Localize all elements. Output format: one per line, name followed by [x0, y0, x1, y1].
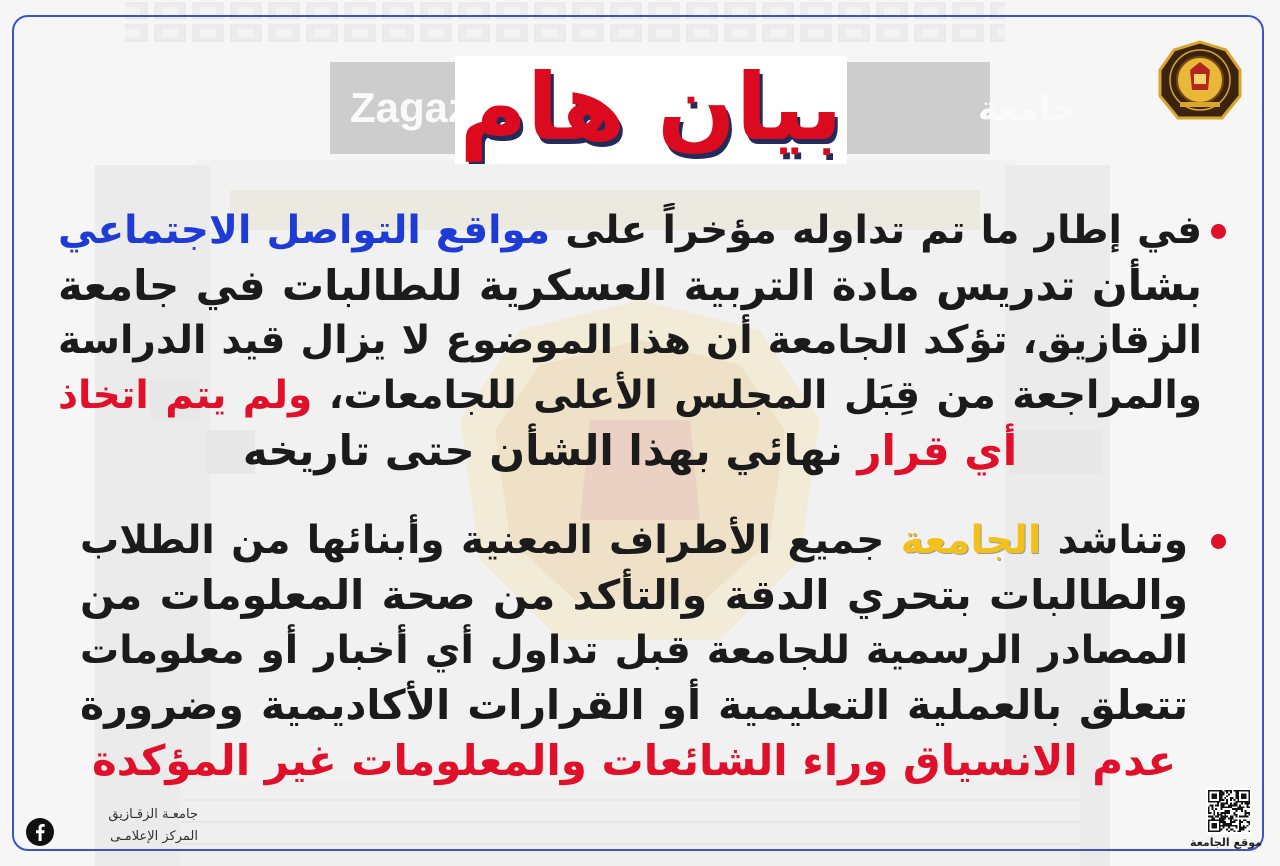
- qr-module: [1221, 805, 1223, 807]
- qr-module: [1221, 828, 1223, 830]
- qr-module: [1221, 825, 1223, 827]
- qr-module: [1210, 816, 1212, 818]
- paragraph-1-line-5: [58, 423, 1202, 478]
- highlight-any-decision: أي قرار: [857, 426, 1018, 475]
- qr-module: [1223, 825, 1225, 827]
- text-segment: الزقازيق، تؤكد الجامعة أن هذا الموضوع لا يزال قيد الدراسة: [58, 318, 1202, 363]
- qr-module: [1235, 827, 1237, 829]
- qr-module: [1245, 827, 1247, 829]
- paragraph-1-line-2: [58, 258, 1202, 313]
- qr-module: [1235, 814, 1237, 816]
- qr-module: [1234, 819, 1236, 821]
- qr-module: [1224, 825, 1226, 827]
- qr-module: [1235, 803, 1237, 805]
- qr-module: [1245, 803, 1247, 805]
- qr-module: [1248, 812, 1250, 814]
- qr-module: [1235, 825, 1237, 827]
- qr-module: [1223, 812, 1225, 814]
- qr-module: [1226, 790, 1228, 792]
- qr-module: [1223, 827, 1225, 829]
- highlight-university: الجامعة: [900, 518, 1042, 563]
- qr-module: [1217, 816, 1219, 818]
- qr-module: [1246, 825, 1248, 827]
- qr-module: [1239, 827, 1241, 829]
- qr-module: [1232, 825, 1234, 827]
- qr-module: [1234, 830, 1236, 832]
- qr-module: [1241, 827, 1243, 829]
- qr-module: [1208, 812, 1210, 814]
- text-segment: في إطار ما تم تداوله مؤخراً على: [565, 208, 1202, 253]
- qr-module: [1223, 816, 1225, 818]
- qr-module: [1230, 821, 1232, 823]
- qr-module: [1234, 814, 1236, 816]
- qr-module: [1215, 808, 1217, 810]
- qr-module: [1241, 810, 1243, 812]
- qr-module: [1235, 794, 1237, 796]
- qr-module: [1234, 805, 1236, 807]
- qr-module: [1212, 816, 1214, 818]
- qr-module: [1246, 805, 1248, 807]
- paragraph-1: [58, 203, 1202, 478]
- qr-module: [1221, 797, 1223, 799]
- qr-module: [1212, 823, 1218, 829]
- qr-module: [1248, 814, 1250, 816]
- qr-module: [1243, 819, 1245, 821]
- qr-module: [1235, 792, 1237, 794]
- qr-module: [1217, 803, 1219, 805]
- qr-module: [1226, 801, 1228, 803]
- qr-module: [1230, 816, 1232, 818]
- qr-module: [1223, 821, 1225, 823]
- qr-module: [1239, 828, 1241, 830]
- paragraph-2-line-2: [80, 568, 1188, 623]
- qr-module: [1217, 814, 1219, 816]
- qr-module: [1221, 819, 1223, 821]
- qr-module: [1235, 808, 1237, 810]
- qr-module: [1223, 817, 1225, 819]
- qr-module: [1230, 803, 1232, 805]
- qr-module: [1232, 805, 1234, 807]
- qr-module: [1239, 823, 1241, 825]
- qr-module: [1241, 806, 1243, 808]
- qr-module: [1243, 806, 1245, 808]
- qr-module: [1241, 821, 1243, 823]
- paragraph-2-line-3: [80, 623, 1188, 678]
- qr-module: [1221, 799, 1223, 801]
- qr-module: [1208, 806, 1210, 808]
- qr-module: [1234, 803, 1236, 805]
- qr-module: [1245, 814, 1247, 816]
- qr-module: [1234, 808, 1236, 810]
- qr-module: [1228, 805, 1230, 807]
- bullet-2: [1211, 534, 1226, 549]
- qr-module: [1230, 828, 1232, 830]
- qr-module: [1221, 812, 1223, 814]
- qr-module: [1212, 794, 1218, 800]
- qr-module: [1208, 816, 1210, 818]
- qr-module: [1239, 825, 1241, 827]
- qr-module: [1230, 790, 1232, 792]
- website-label: موقع الجامعة: [1190, 836, 1262, 849]
- qr-module: [1213, 812, 1215, 814]
- qr-module: [1241, 808, 1243, 810]
- qr-module: [1221, 790, 1223, 792]
- footer-department: المركز الإعلامـى: [110, 829, 198, 844]
- text-segment: جميع الأطراف المعنية وأبنائها من الطلاب: [80, 518, 885, 563]
- university-emblem-icon: [1156, 40, 1244, 122]
- text-segment: والمراجعة من قِبَل المجلس الأعلى للجامعات،: [328, 373, 1202, 418]
- paragraph-2-line-5: [80, 733, 1188, 788]
- qr-module: [1221, 808, 1223, 810]
- paragraph-2: [80, 513, 1188, 788]
- qr-module: [1230, 823, 1232, 825]
- qr-module: [1235, 790, 1237, 792]
- qr-module: [1221, 821, 1223, 823]
- qr-module: [1224, 816, 1226, 818]
- facebook-icon[interactable]: [26, 818, 54, 846]
- qr-module: [1232, 816, 1234, 818]
- qr-module: [1224, 823, 1226, 825]
- qr-module: [1232, 797, 1234, 799]
- text-segment: بشأن تدريس مادة التربية العسكرية للطالبات في جامعة: [58, 261, 1202, 310]
- qr-module: [1234, 821, 1236, 823]
- qr-module: [1239, 819, 1241, 821]
- qr-module: [1235, 795, 1237, 797]
- qr-module: [1212, 806, 1214, 808]
- highlight-no-decision: ولم يتم اتخاذ: [58, 373, 313, 418]
- qr-module: [1246, 821, 1248, 823]
- paragraph-2-line-4: [80, 678, 1188, 733]
- qr-module: [1224, 806, 1226, 808]
- qr-module: [1235, 816, 1237, 818]
- qr-module: [1224, 817, 1226, 819]
- qr-module: [1228, 830, 1230, 832]
- qr-module: [1212, 805, 1214, 807]
- qr-module: [1221, 792, 1223, 794]
- qr-module: [1246, 816, 1248, 818]
- qr-module: [1212, 808, 1214, 810]
- qr-module: [1232, 808, 1234, 810]
- highlight-rumors-warning: عدم الانسياق وراء الشائعات والمعلومات غير المؤكدة: [91, 736, 1177, 785]
- qr-module: [1226, 792, 1228, 794]
- qr-module: [1234, 790, 1236, 792]
- qr-module: [1221, 816, 1223, 818]
- qr-module: [1245, 819, 1247, 821]
- qr-module: [1226, 816, 1228, 818]
- qr-module: [1223, 823, 1225, 825]
- qr-module: [1213, 817, 1215, 819]
- qr-module: [1234, 825, 1236, 827]
- qr-module: [1248, 803, 1250, 805]
- qr-module: [1223, 799, 1225, 801]
- footer-org-name: جامعـة الزقـازيق: [108, 807, 198, 822]
- qr-module: [1221, 794, 1223, 796]
- qr-module: [1224, 790, 1226, 792]
- highlight-social-media: مواقع التواصل الاجتماعي: [58, 208, 551, 253]
- qr-module: [1224, 821, 1226, 823]
- qr-module: [1245, 810, 1247, 812]
- qr-code-icon[interactable]: [1206, 788, 1252, 834]
- qr-module: [1237, 808, 1239, 810]
- qr-module: [1221, 817, 1223, 819]
- qr-module: [1223, 803, 1225, 805]
- qr-module: [1208, 808, 1210, 810]
- qr-module: [1239, 806, 1241, 808]
- qr-module: [1210, 812, 1212, 814]
- qr-module: [1246, 812, 1248, 814]
- qr-module: [1226, 810, 1228, 812]
- qr-module: [1230, 806, 1232, 808]
- qr-module: [1210, 805, 1212, 807]
- qr-module: [1241, 816, 1243, 818]
- qr-module: [1241, 803, 1243, 805]
- qr-module: [1228, 790, 1230, 792]
- text-segment: تتعلق بالعملية التعليمية أو القرارات الأكاديمية وضرورة: [80, 681, 1188, 729]
- qr-module: [1246, 803, 1248, 805]
- qr-module: [1230, 797, 1232, 799]
- qr-module: [1243, 827, 1245, 829]
- qr-module: [1221, 803, 1223, 805]
- qr-module: [1212, 817, 1214, 819]
- qr-module: [1234, 799, 1236, 801]
- qr-module: [1226, 828, 1228, 830]
- qr-module: [1235, 801, 1237, 803]
- qr-module: [1226, 799, 1228, 801]
- text-segment: والطالبات بتحري الدقة والتأكد من صحة المعلومات من: [80, 571, 1188, 619]
- qr-module: [1234, 812, 1236, 814]
- qr-module: [1219, 814, 1221, 816]
- text-segment: وتناشد: [1057, 518, 1188, 563]
- qr-module: [1232, 821, 1234, 823]
- qr-module: [1239, 821, 1241, 823]
- qr-module: [1228, 812, 1230, 814]
- footer-credits: [66, 804, 198, 848]
- qr-module: [1241, 828, 1243, 830]
- qr-module: [1208, 810, 1210, 812]
- paragraph-1-line-3: [58, 313, 1202, 368]
- qr-module: [1213, 814, 1215, 816]
- paragraph-1-line-1: [58, 203, 1202, 258]
- qr-module: [1235, 810, 1237, 812]
- qr-module: [1226, 806, 1228, 808]
- qr-module: [1228, 806, 1230, 808]
- qr-module: [1224, 810, 1226, 812]
- qr-module: [1248, 806, 1250, 808]
- qr-module: [1248, 823, 1250, 825]
- qr-module: [1241, 794, 1247, 800]
- paragraph-2-line-1: [80, 513, 1188, 568]
- qr-module: [1237, 830, 1239, 832]
- qr-module: [1213, 810, 1215, 812]
- qr-module: [1217, 805, 1219, 807]
- qr-module: [1217, 812, 1219, 814]
- qr-module: [1239, 808, 1241, 810]
- qr-module: [1230, 817, 1232, 819]
- qr-module: [1221, 806, 1223, 808]
- qr-module: [1224, 814, 1226, 816]
- qr-module: [1239, 830, 1241, 832]
- qr-module: [1237, 806, 1239, 808]
- qr-module: [1224, 797, 1226, 799]
- qr-module: [1219, 817, 1221, 819]
- bullet-1: [1211, 224, 1226, 239]
- qr-module: [1248, 821, 1250, 823]
- text-segment: المصادر الرسمية للجامعة قبل تداول أي أخبار أو معلومات: [80, 628, 1188, 673]
- qr-module: [1228, 823, 1230, 825]
- qr-module: [1215, 816, 1217, 818]
- qr-module: [1226, 812, 1228, 814]
- qr-module: [1230, 819, 1232, 821]
- qr-module: [1228, 810, 1230, 812]
- qr-module: [1221, 814, 1223, 816]
- paragraph-1-line-4: [58, 368, 1202, 423]
- qr-module: [1246, 806, 1248, 808]
- qr-module: [1235, 819, 1237, 821]
- qr-module: [1235, 805, 1237, 807]
- qr-module: [1235, 797, 1237, 799]
- qr-module: [1223, 792, 1225, 794]
- qr-module: [1230, 792, 1232, 794]
- qr-module: [1228, 825, 1230, 827]
- qr-module: [1230, 825, 1232, 827]
- qr-module: [1239, 816, 1241, 818]
- qr-module: [1228, 794, 1230, 796]
- qr-module: [1243, 828, 1245, 830]
- qr-module: [1223, 819, 1225, 821]
- announcement-title: بيان هام: [459, 56, 843, 161]
- qr-module: [1243, 816, 1245, 818]
- qr-module: [1223, 805, 1225, 807]
- qr-module: [1239, 805, 1241, 807]
- qr-module: [1226, 825, 1228, 827]
- qr-module: [1226, 803, 1228, 805]
- qr-module: [1215, 805, 1217, 807]
- qr-module: [1226, 823, 1228, 825]
- qr-module: [1243, 825, 1245, 827]
- qr-module: [1221, 795, 1223, 797]
- qr-module: [1223, 806, 1225, 808]
- text-segment: نهائي بهذا الشأن حتى تاريخه: [242, 426, 843, 475]
- qr-module: [1232, 817, 1234, 819]
- qr-module: [1224, 812, 1226, 814]
- qr-module: [1228, 817, 1230, 819]
- qr-module: [1224, 803, 1226, 805]
- qr-module: [1230, 805, 1232, 807]
- qr-module: [1223, 794, 1225, 796]
- qr-module: [1228, 827, 1230, 829]
- qr-module: [1245, 812, 1247, 814]
- qr-module: [1248, 830, 1250, 832]
- qr-module: [1230, 799, 1232, 801]
- qr-module: [1245, 816, 1247, 818]
- qr-module: [1226, 795, 1228, 797]
- qr-module: [1232, 828, 1234, 830]
